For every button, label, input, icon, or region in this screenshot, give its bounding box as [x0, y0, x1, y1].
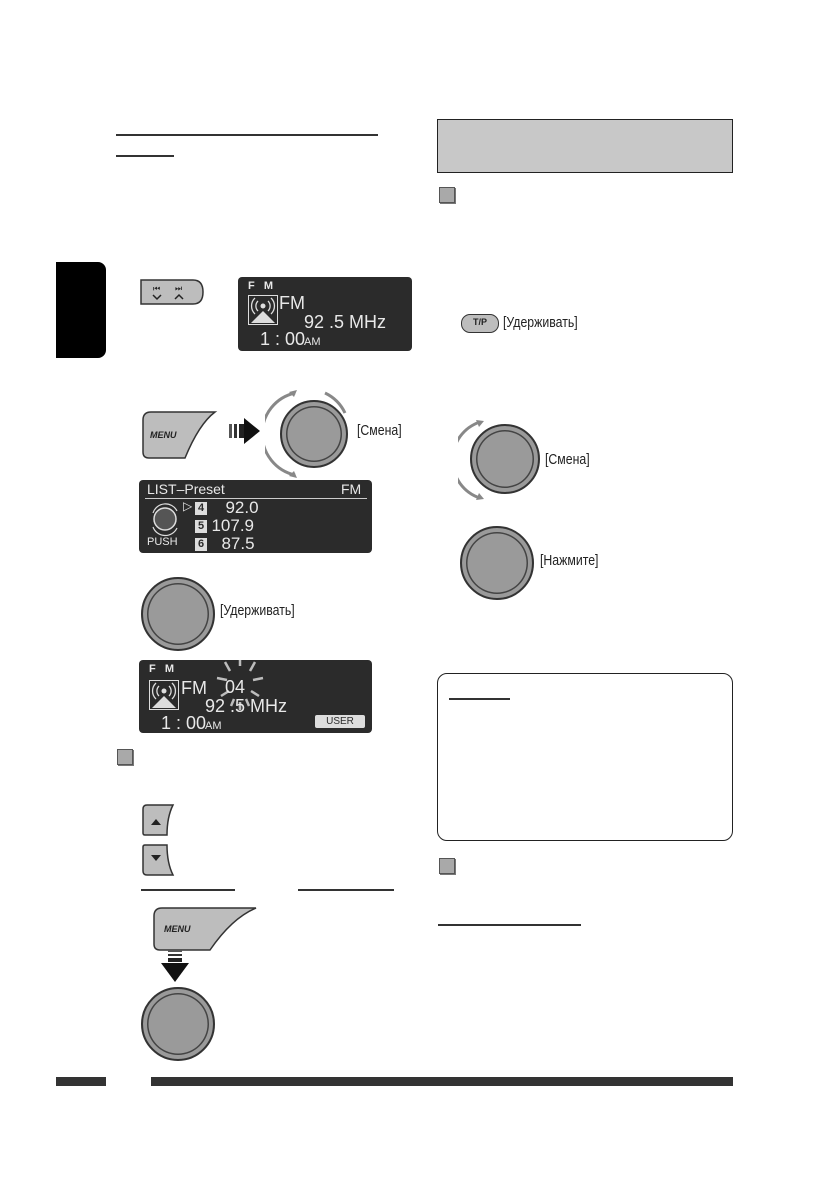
display-fm-label: F M	[149, 663, 175, 675]
tp-button-label: T/P	[472, 317, 487, 327]
heading-rule-5	[438, 924, 581, 926]
up-arrow-icon	[141, 803, 175, 837]
label-change-1: [Смена]	[357, 422, 402, 439]
control-dial[interactable]	[141, 577, 215, 651]
menu-button[interactable]	[152, 904, 260, 954]
list-row-num: 4	[195, 502, 207, 515]
display-ampm: AM	[205, 720, 222, 732]
heading-rule-1	[116, 134, 378, 136]
list-row	[195, 534, 255, 553]
list-row-freq: 87.5	[221, 534, 255, 553]
up-button[interactable]	[141, 803, 175, 837]
step-marker	[117, 749, 133, 765]
svg-text:⏭: ⏭	[175, 284, 183, 293]
list-band: FM	[341, 481, 362, 497]
display-fm-label: F M	[248, 280, 274, 292]
seek-buttons[interactable]	[139, 278, 205, 306]
display-fm-frequency	[238, 277, 412, 351]
display-band: FM	[279, 293, 305, 313]
radio-antenna-icon	[149, 680, 179, 710]
control-dial[interactable]	[141, 987, 215, 1061]
list-cursor-icon: ▷	[183, 499, 193, 513]
radio-antenna-icon	[248, 295, 278, 325]
menu-button-label: MENU	[150, 430, 177, 440]
heading-rule-3	[141, 889, 235, 891]
display-band: FM	[181, 678, 207, 698]
display-frequency: 92 .5 MHz	[304, 312, 387, 332]
heading-rule-2	[116, 155, 174, 157]
list-row-freq: 107.9	[211, 516, 254, 535]
list-row	[195, 498, 259, 518]
display-preset-list	[139, 480, 372, 553]
rotate-dial-icon	[149, 501, 183, 537]
control-dial[interactable]	[280, 400, 348, 468]
footer-bar-right	[151, 1077, 733, 1086]
tp-button[interactable]	[461, 314, 499, 333]
step-marker	[439, 187, 455, 203]
display-preset-stored	[139, 660, 372, 733]
note-title-rule	[449, 698, 510, 700]
label-hold-2: [Удерживать]	[503, 314, 578, 331]
display-user-badge: USER	[315, 715, 365, 728]
list-row-freq: 92.0	[225, 498, 259, 517]
seek-icon	[139, 278, 205, 306]
menu-button[interactable]	[141, 408, 219, 462]
label-hold-1: [Удерживать]	[220, 602, 295, 619]
arrow-right-icon	[229, 416, 261, 446]
svg-text:⏮: ⏮	[153, 284, 161, 293]
list-title: LIST–Preset	[147, 481, 225, 497]
list-row	[195, 516, 254, 536]
label-press: [Нажмите]	[540, 552, 599, 569]
section-tab	[56, 262, 106, 358]
down-button[interactable]	[141, 843, 175, 877]
menu-button-label: MENU	[164, 924, 191, 934]
display-time: 1 : 00	[260, 329, 306, 349]
display-frequency: 92 .5 MHz	[205, 696, 288, 716]
control-dial[interactable]	[460, 526, 534, 600]
down-arrow-icon	[141, 843, 175, 877]
label-change-2: [Смена]	[545, 451, 590, 468]
control-dial[interactable]	[470, 424, 540, 494]
arrow-down-icon	[160, 950, 190, 984]
step-marker	[439, 858, 455, 874]
section-header-box	[437, 119, 733, 173]
note-box	[437, 673, 733, 841]
footer-bar-left	[56, 1077, 106, 1086]
display-preset-number: 04	[225, 677, 246, 697]
list-push: PUSH	[147, 536, 178, 548]
display-ampm: AM	[304, 336, 321, 348]
display-time: 1 : 00	[161, 713, 207, 733]
list-row-num: 5	[195, 520, 207, 533]
list-row-num: 6	[195, 538, 207, 551]
heading-rule-4	[298, 889, 394, 891]
